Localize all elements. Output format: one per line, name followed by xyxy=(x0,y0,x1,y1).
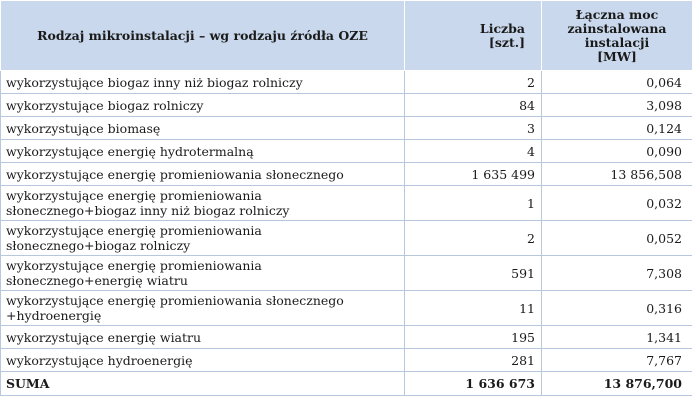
cell-count: 281 xyxy=(405,349,542,372)
cell-power: 0,064 xyxy=(542,71,692,94)
cell-power: 0,052 xyxy=(542,221,692,256)
cell-count: 11 xyxy=(405,291,542,326)
cell-power: 7,308 xyxy=(542,256,692,291)
cell-power: 0,124 xyxy=(542,117,692,140)
cell-type: wykorzystujące energię promieniowania słonecznego+biogaz rolniczy xyxy=(1,221,405,256)
table-row xyxy=(1,117,692,140)
cell-count: 2 xyxy=(405,221,542,256)
header-power: Łączna moc zainstalowana instalacji [MW] xyxy=(542,1,692,71)
table-row xyxy=(1,291,692,326)
cell-count: 2 xyxy=(405,71,542,94)
cell-count: 591 xyxy=(405,256,542,291)
cell-power: 1,341 xyxy=(542,326,692,349)
cell-count: 1 635 499 xyxy=(405,163,542,186)
table-row xyxy=(1,221,692,256)
cell-type: wykorzystujące energię promieniowania słonecznego+energię wiatru xyxy=(1,256,405,291)
cell-count: 3 xyxy=(405,117,542,140)
cell-type: wykorzystujące hydroenergię xyxy=(1,349,405,372)
cell-power: 0,316 xyxy=(542,291,692,326)
cell-power: 3,098 xyxy=(542,94,692,117)
total-row xyxy=(1,372,692,396)
table-row xyxy=(1,349,692,372)
cell-type: wykorzystujące energię wiatru xyxy=(1,326,405,349)
total-label: SUMA xyxy=(1,372,405,396)
header-type: Rodzaj mikroinstalacji – wg rodzaju źródła OZE xyxy=(1,1,405,71)
cell-count: 1 xyxy=(405,186,542,221)
cell-type: wykorzystujące biogaz inny niż biogaz rolniczy xyxy=(1,71,405,94)
table-row xyxy=(1,71,692,94)
header-count: Liczba [szt.] xyxy=(405,1,542,71)
cell-type: wykorzystujące biogaz rolniczy xyxy=(1,94,405,117)
cell-type: wykorzystujące energię promieniowania słonecznego +hydroenergię xyxy=(1,291,405,326)
table-row xyxy=(1,256,692,291)
cell-count: 4 xyxy=(405,140,542,163)
cell-power: 7,767 xyxy=(542,349,692,372)
cell-power: 0,032 xyxy=(542,186,692,221)
cell-count: 195 xyxy=(405,326,542,349)
cell-type: wykorzystujące energię promieniowania słonecznego+biogaz inny niż biogaz rolniczy xyxy=(1,186,405,221)
table-row xyxy=(1,326,692,349)
cell-power: 13 856,508 xyxy=(542,163,692,186)
header-row xyxy=(1,1,692,71)
total-power: 13 876,700 xyxy=(542,372,692,396)
cell-count: 84 xyxy=(405,94,542,117)
table-row xyxy=(1,140,692,163)
cell-type: wykorzystujące biomasę xyxy=(1,117,405,140)
cell-power: 0,090 xyxy=(542,140,692,163)
cell-type: wykorzystujące energię promieniowania słonecznego xyxy=(1,163,405,186)
table-body xyxy=(1,71,692,396)
table-row xyxy=(1,186,692,221)
total-count: 1 636 673 xyxy=(405,372,542,396)
table-row xyxy=(1,94,692,117)
table-row xyxy=(1,163,692,186)
cell-type: wykorzystujące energię hydrotermalną xyxy=(1,140,405,163)
